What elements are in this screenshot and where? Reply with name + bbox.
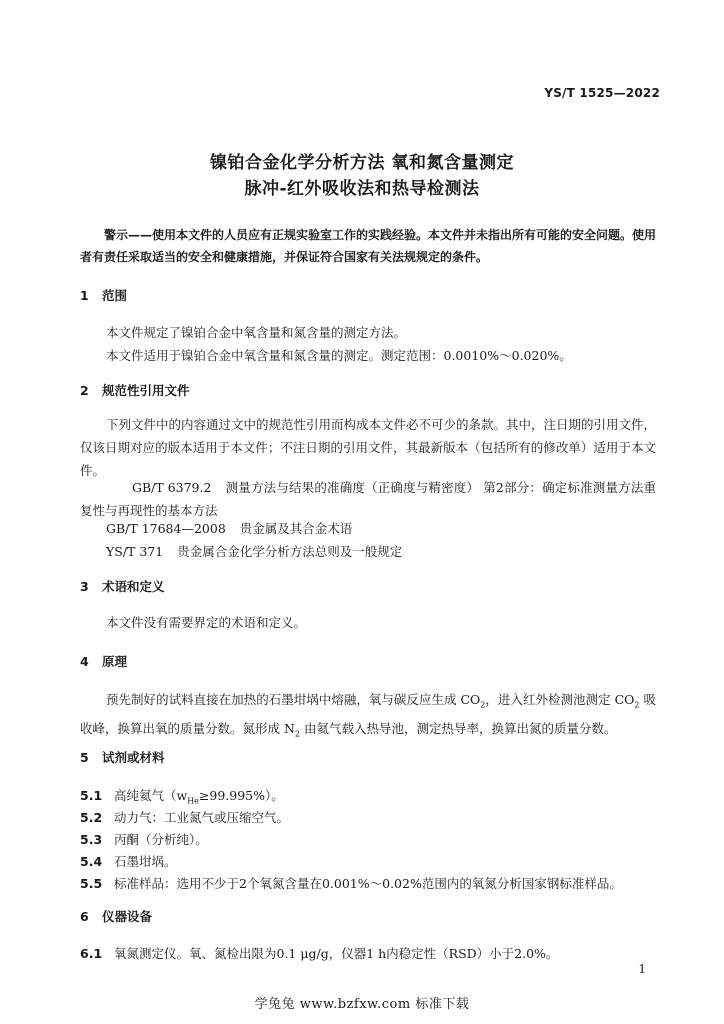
item-number: 5.4 — [80, 854, 103, 869]
section-6-heading — [80, 907, 152, 925]
reference-3 — [106, 542, 402, 560]
reference-code: YS/T 371 — [106, 544, 164, 559]
section-1-heading — [80, 286, 127, 304]
section-5-heading — [80, 748, 165, 766]
section-2-paragraph-1: 下列文件中的内容通过文中的规范性引用而构成本文件必不可少的条款。其中，注日期的引用文件，仅该日期对应的版本适用于本文件；不注日期的引用文件，其最新版本（包括所有的修改单）适用于本文件。 — [80, 417, 657, 478]
standard-code: YS/T 1525—2022 — [544, 86, 660, 100]
section-title: 范围 — [102, 288, 128, 303]
item-number: 5.2 — [80, 810, 103, 825]
reference-title: 测量方法与结果的准确度（正确度与精密度） 第2部分：确定标准测量方法重复性与再现性的基本方法 — [80, 480, 656, 518]
list-item-5-4: 5.4 石墨坩埚。 — [80, 854, 177, 869]
reference-code: GB/T 6379.2 — [132, 480, 212, 495]
section-title: 规范性引用文件 — [102, 383, 190, 398]
list-item-5-1: 5.1 高纯氦气$(w_{He}\ge 99.995\%)$。 — [80, 788, 284, 806]
section-number: 5 — [80, 750, 89, 765]
section-number: 3 — [80, 579, 89, 594]
reference-title: 贵金属合金化学分析方法总则及一般规定 — [177, 544, 403, 559]
reference-code: GB/T 17684—2008 — [106, 521, 226, 536]
page-number: 1 — [638, 962, 646, 976]
section-number: 1 — [80, 288, 89, 303]
reference-title: 贵金属及其合金术语 — [239, 521, 353, 536]
list-item-5-2: 5.2 动力气：工业氮气或压缩空气。 — [80, 810, 290, 825]
list-item-6-1: 6.1 氧氮测定仪。氧、氮检出限为0.1 μg/g，仪器1 h内稳定性（RSD）小于2.0%。 — [80, 946, 559, 961]
list-item-5-3: 5.3 丙酮（分析纯）。 — [80, 832, 208, 847]
section-3-heading — [80, 577, 165, 595]
item-number: 5.3 — [80, 832, 103, 847]
section-number: 2 — [80, 383, 89, 398]
section-number: 6 — [80, 909, 89, 924]
document-title-line-2: 脉冲-红外吸收法和热导检测法 — [244, 179, 480, 199]
section-title: 仪器设备 — [102, 909, 153, 924]
section-number: 4 — [80, 654, 89, 669]
section-3-paragraph-1: 本文件没有需要界定的术语和定义。 — [106, 615, 307, 630]
reference-2 — [106, 519, 352, 537]
section-2-heading — [80, 381, 190, 399]
section-title: 试剂或材料 — [102, 750, 165, 765]
safety-warning: 警示——使用本文件的人员应有正规实验室工作的实践经验。本文件并未指出所有可能的安全问题。使用者有责任采取适当的安全和健康措施，并保证符合国家有关法规规定的条件。 — [80, 228, 657, 264]
item-number: 5.5 — [80, 876, 103, 891]
document-title-line-1: 镍铂合金化学分析方法 氧和氮含量测定 — [210, 153, 514, 173]
section-1-paragraph-2: 本文件适用于镍铂合金中氧含量和氮含量的测定。测定范围：0.0010%～0.020%。 — [106, 348, 572, 363]
section-title: 术语和定义 — [102, 579, 165, 594]
section-title: 原理 — [102, 654, 128, 669]
reference-1 — [80, 476, 656, 522]
item-number: 6.1 — [80, 946, 103, 961]
section-4-paragraph-1: 预先制好的试料直接在加热的石墨坩埚中熔融，氧与碳反应生成 $CO_2$，进入红外检测池测定 $CO_2$ 吸收峰，换算出氧的质量分数。氮形成 $N_2$ 由氦气载入热导池，测定热导率，换算出氮的质量分数。 — [80, 692, 656, 738]
section-1-paragraph-1: 本文件规定了镍铂合金中氧含量和氮含量的测定方法。 — [106, 325, 407, 340]
section-4-heading — [80, 652, 127, 670]
footer-watermark: 学兔兔 www.bzfxw.com 标准下载 — [254, 997, 470, 1012]
item-number: 5.1 — [80, 788, 103, 803]
list-item-5-5: 5.5 标准样品：选用不少于2个氧氮含量在0.001%～0.02%范围内的氧氮分析国家钢标准样品。 — [80, 876, 622, 891]
